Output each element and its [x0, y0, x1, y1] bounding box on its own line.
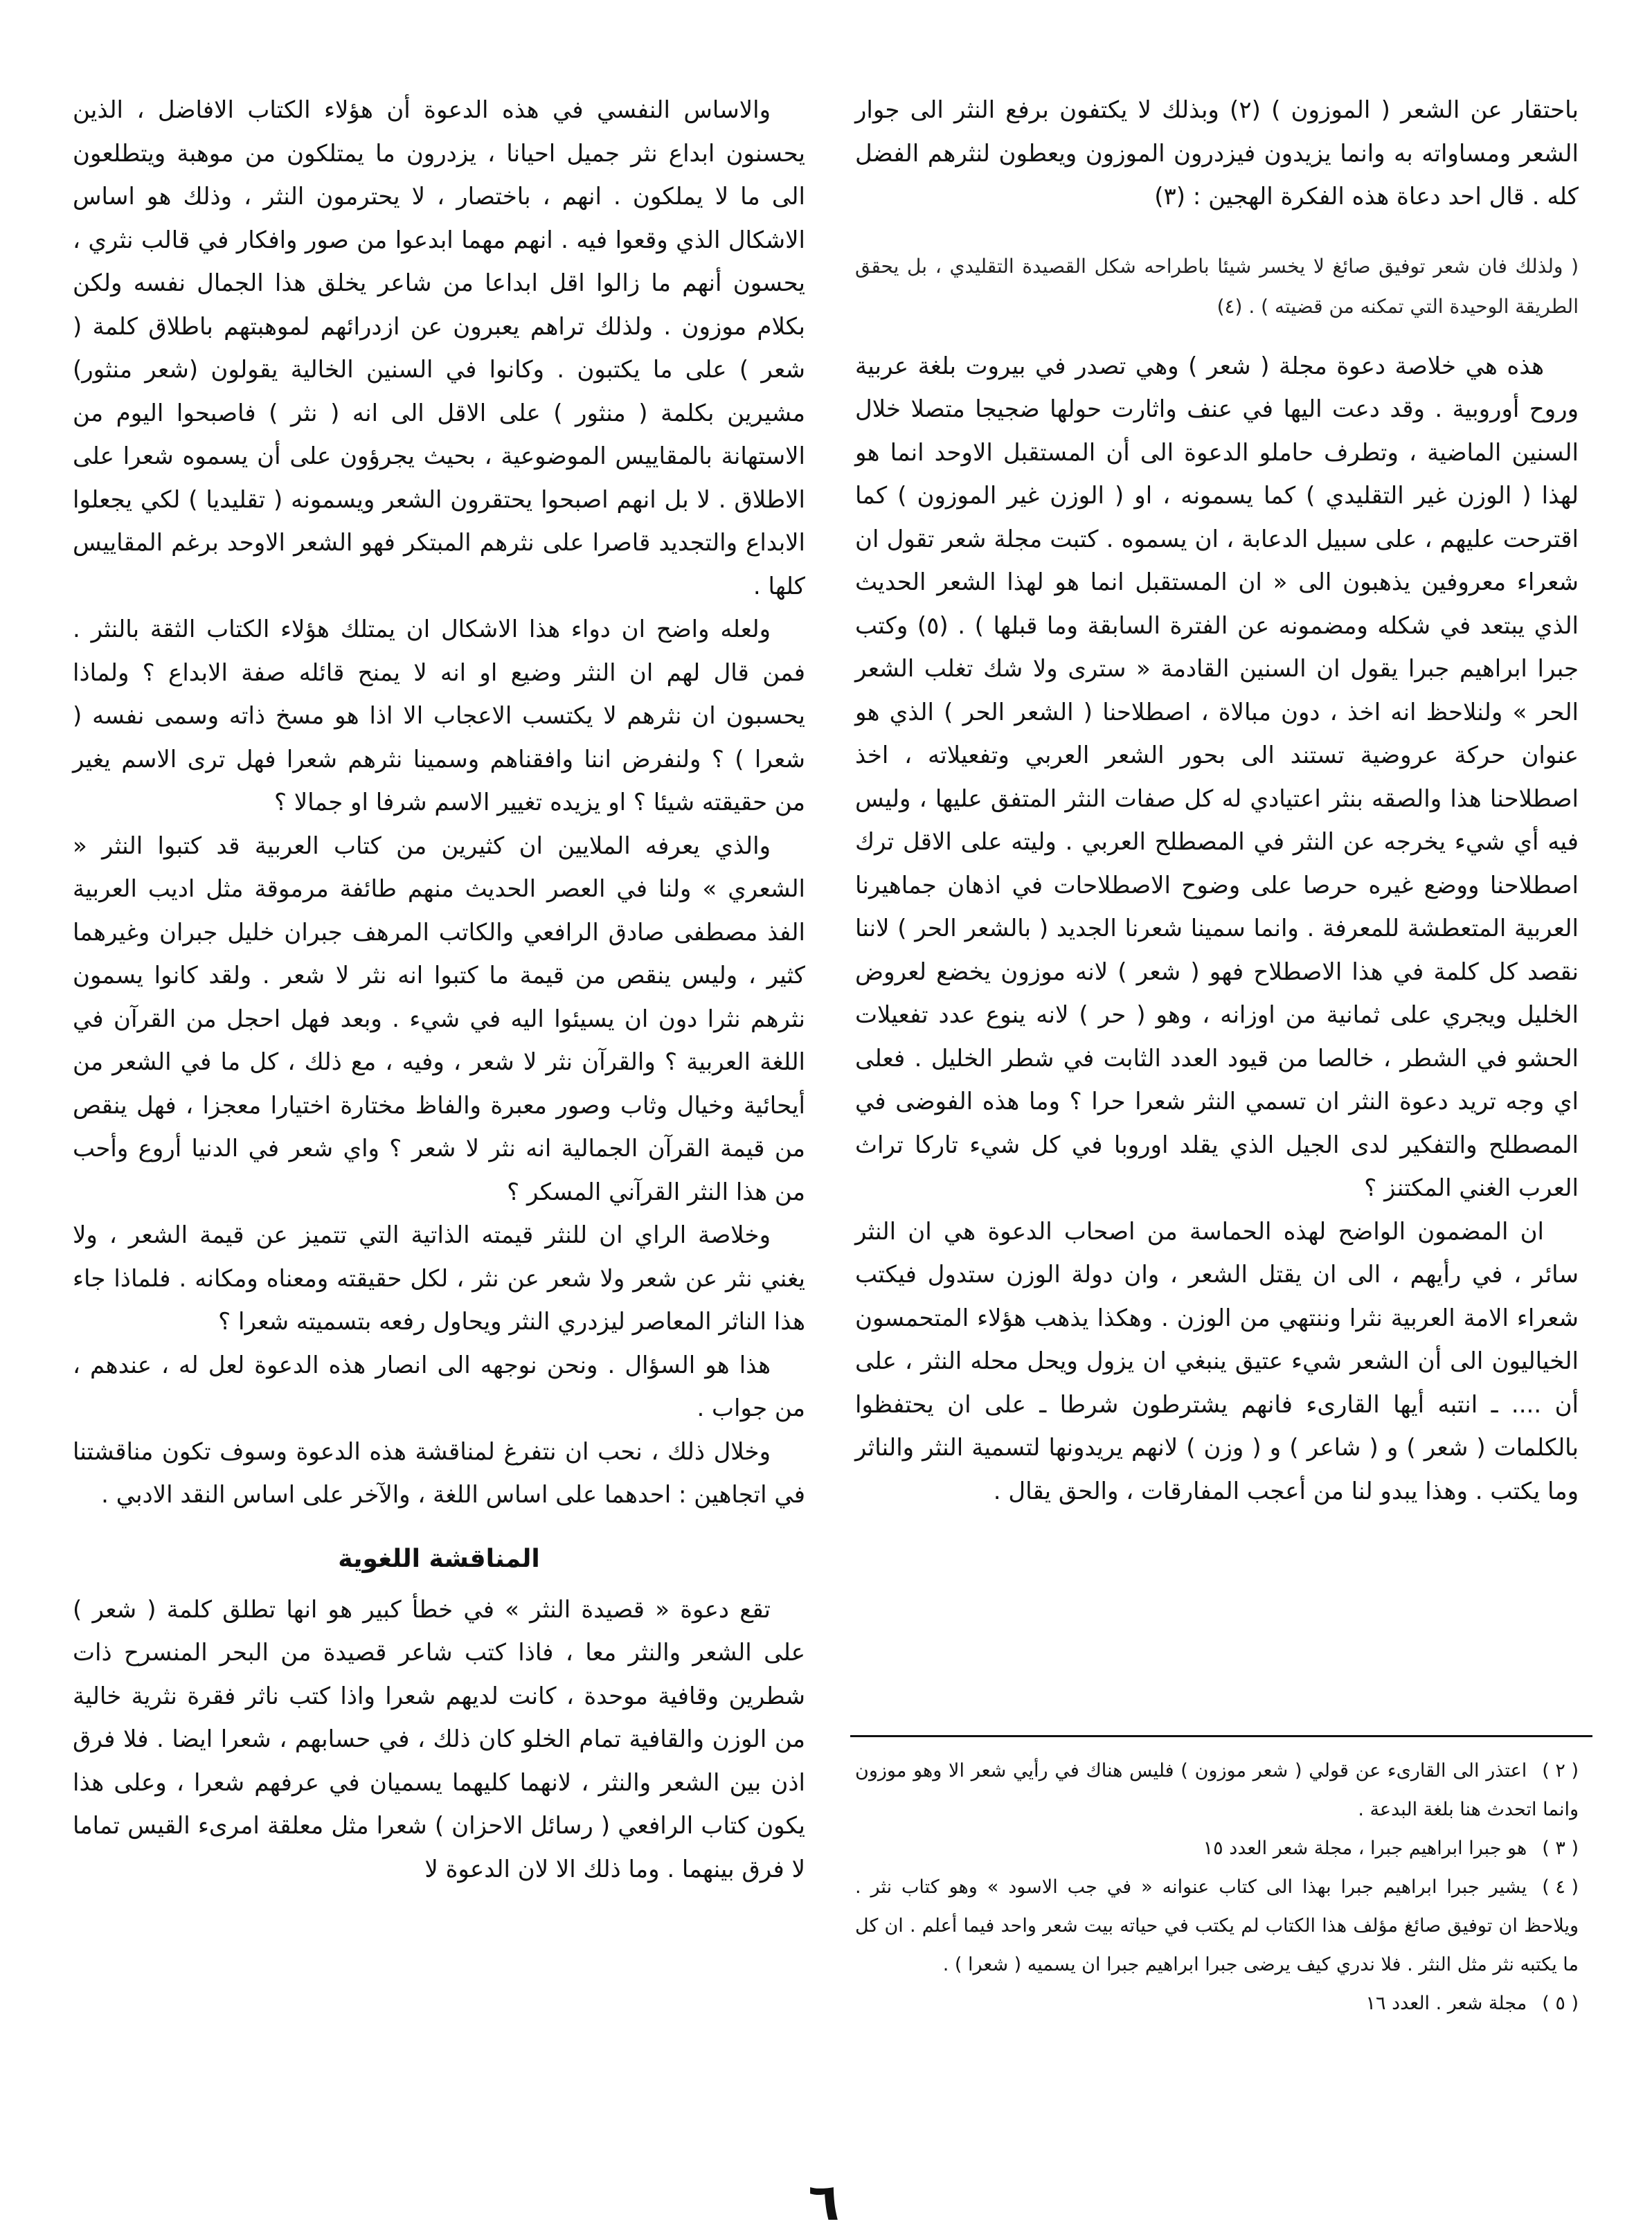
- body-paragraph: هذا هو السؤال . ونحن نوجهه الى انصار هذه الدعوة لعل له ، عندهم ، من جواب .: [73, 1351, 805, 1422]
- body-paragraph: والاساس النفسي في هذه الدعوة أن هؤلاء الكتاب الافاضل ، الذين يحسنون ابداع نثر جميل احيانا ، يزدرون ما يمتلكون من موهبة ويتطلعون الى ما لا يملكون . انهم ، باختصار ، لا يحترمون النثر ، وذلك هو اساس الاشكال الذي وقعوا فيه . انهم مهما ابدعوا من صور وافكار في قالب نثري ، يحسون أنهم ما زالوا اقل ابداعا من شاعر يخلق هذا الجمال نفسه ولكن بكلام موزون . ولذلك تراهم يعبرون عن ازدرائهم لموهبتهم باطلاق كلمة ( شعر ) على ما يكتبون . وكانوا في السنين الخالية يقولون (شعر منثور) مشيرين بكلمة ( منثور ) على الاقل الى انه ( نثر ) فاصبحوا اليوم من الاستهانة بالمقاييس الموضوعية ، بحيث يجرؤون على أن يسموه شعرا على الاطلاق . لا بل انهم اصبحوا يحتقرون الشعر ويسمونه ( تقليديا ) لكي يجعلوا الابداع والتجديد قاصرا على نثرهم المبتكر فهو الشعر الاوحد برغم المقاييس كلها .: [73, 96, 805, 600]
- body-paragraph: وخلال ذلك ، نحب ان نتفرغ لمناقشة هذه الدعوة وسوف تكون مناقشتنا في اتجاهين : احدهما على اساس اللغة ، والآخر على اساس النقد الادبي .: [73, 1437, 805, 1509]
- body-paragraph: تقع دعوة « قصيدة النثر » في خطأ كبير هو انها تطلق كلمة ( شعر ) على الشعر والنثر معا ، فاذا كتب شاعر قصيدة من البحر المنسرح ذات شطرين وقافية موحدة ، كانت لديهم شعرا واذا كتب ناثر فقرة نثرية خالية من الوزن والقافية تمام الخلو كان ذلك ، في حسابهم ، شعرا ايضا . فلا فرق اذن بين الشعر والنثر ، لانهما كليهما يسميان في عرفهم شعرا ، وعلى هذا يكون كتاب الرافعي ( رسائل الاحزان ) شعرا مثل معلقة امرىء القيس تماما لا فرق بينهما . وما ذلك الا لان الدعوة لا: [73, 1595, 805, 1883]
- body-paragraph: ولعله واضح ان دواء هذا الاشكال ان يمتلك هؤلاء الكتاب الثقة بالنثر . فمن قال لهم ان النثر وضيع او انه لا يمنح قائله صفة الابداع ؟ ولماذا يحسبون ان نثرهم لا يكتسب الاعجاب الا اذا هو مسخ ذاته وسمى نفسه ( شعرا ) ؟ ولنفرض اننا وافقناهم وسمينا نثرهم شعرا فهل ترى الاسم يغير من حقيقته شيئا ؟ او يزيده تغيير الاسم شرفا او جمالا ؟: [73, 616, 805, 816]
- page-number: ٦: [808, 2173, 840, 2232]
- footnote-number: ( ٥ ): [1542, 1993, 1579, 2014]
- body-paragraph: والذي يعرفه الملايين ان كثيرين من كتاب العربية قد كتبوا النثر « الشعري » ولنا في العصر الحديث منهم طائفة مرموقة مثل اديب العربية الفذ مصطفى صادق الرافعي والكاتب المرهف جبران خليل جبران وغيرهما كثير ، وليس ينقص من قيمة ما كتبوا انه نثر لا شعر . ولقد كانوا يسمون نثرهم نثرا دون ان يسيئوا اليه في شيء . وبعد فهل احجل من القرآن في اللغة العربية ؟ والقرآن نثر لا شعر ، وفيه ، مع ذلك ، كل ما في الشعر من أيحائية وخيال وثاب وصور معبرة والفاظ مختارة اختيارا معجزا ، فهل ينقص من قيمة القرآن الجمالية انه نثر لا شعر ؟ واي شعر في الدنيا أروع وأحب من هذا النثر القرآني المسكر ؟: [73, 832, 805, 1206]
- footnotes: [855, 1752, 1579, 2023]
- footnote: [855, 1829, 1579, 1868]
- body-paragraph: هذه هي خلاصة دعوة مجلة ( شعر ) وهي تصدر في بيروت بلغة عربية وروح أوروبية . وقد دعت اليها في عنف واثارت حولها ضجيجا متصلا خلال السنين الماضية ، وتطرف حاملو الدعوة الى أن المستقبل الاوحد انما هو لهذا ( الوزن غير التقليدي ) كما يسمونه ، او ( الوزن غير الموزون ) كما اقترحت عليهم ، على سبيل الدعابة ، ان يسموه . كتبت مجلة شعر تقول ان شعراء معروفين يذهبون الى « ان المستقبل انما هو لهذا الشعر الحديث الذي يبتعد في شكله ومضمونه عن الفترة السابقة وما قبلها ) . (٥) وكتب جبرا ابراهيم جبرا يقول ان السنين القادمة « سترى ولا شك تغلب الشعر الحر » ولنلاحظ انه اخذ ، دون مبالاة ، اصطلاحنا ( الشعر الحر ) الذي هو عنوان حركة عروضية تستند الى بحور الشعر العربي وتفعيلاته ، اخذ اصطلاحنا هذا والصقه بنثر اعتيادي له كل صفات النثر المتفق عليها ، وليس فيه أي شيء يخرجه عن النثر في المصطلح العربي . وليته على الاقل ترك اصطلاحنا ووضع غيره حرصا على وضوح الاصطلاحات في اذهان جماهيرنا العربية المتعطشة للمعرفة . وانما سمينا شعرنا الجديد ( بالشعر الحر ) لاننا نقصد كل كلمة في هذا الاصطلاح فهو ( شعر ) لانه موزون يخضع لعروض الخليل ويجري على ثمانية من اوزانه ، وهو ( حر ) لانه ينوع عدد تفعيلات الحشو في الشطر ، خالصا من قيود العدد الثابت في شطر الخليل . فعلى اي وجه تريد دعوة النثر ان تسمي النثر شعرا حرا ؟ وما هذه الفوضى في المصطلح والتفكير لدى الجيل الذي يقلد اوروبا في كل شيء تاركا تراث العرب الغني المكتنز ؟: [855, 352, 1579, 1202]
- body-paragraph: ان المضمون الواضح لهذه الحماسة من اصحاب الدعوة هي ان النثر سائر ، في رأيهم ، الى ان يقتل الشعر ، وان دولة الوزن ستدول فيكتب شعراء الامة العربية نثرا وننتهي من الوزن . وهكذا يذهب هؤلاء المتحمسون الخياليون الى أن الشعر شيء عتيق ينبغي ان يزول ويحل محله النثر ، على أن .... ـ انتبه أيها القارىء فانهم يشترطون شرطا ـ على ان يحتفظوا بالكلمات ( شعر ) و ( شاعر ) و ( وزن ) لانهم يريدونها لتسمية النثر والناثر وما يكتب . وهذا يبدو لنا من أعجب المفارقات ، والحق يقال .: [855, 1217, 1579, 1505]
- footnote-divider: [850, 1735, 1592, 1737]
- section-heading: المناقشة اللغوية: [338, 1544, 540, 1573]
- footnote: [855, 1868, 1579, 1984]
- body-paragraph: باحتقار عن الشعر ( الموزون ) (٢) وبذلك لا يكتفون برفع النثر الى جوار الشعر ومساواته به وانما يزيدون فيزدرون الموزون ويعطون لنثرهم الفضل كله . قال احد دعاة هذه الفكرة الهجين : (٣): [855, 96, 1579, 210]
- footnote: [855, 1984, 1579, 2023]
- footnote-text: اعتذر الى القارىء عن قولي ( شعر موزون ) فليس هناك في رأيي شعر الا وهو موزون وانما اتحدث هنا بلغة البدعة .: [855, 1760, 1579, 1820]
- footnote-text: هو جبرا ابراهيم جبرا ، مجلة شعر العدد ١٥: [1203, 1838, 1527, 1859]
- right-column: [855, 89, 1579, 1513]
- footnote-text: مجلة شعر . العدد ١٦: [1365, 1993, 1527, 2014]
- footnote-number: ( ٤ ): [1542, 1876, 1579, 1898]
- footnote-number: ( ٢ ): [1542, 1760, 1579, 1781]
- left-column: [73, 89, 805, 1891]
- footnote: [855, 1752, 1579, 1829]
- block-quote: ( ولذلك فان شعر توفيق صائغ لا يخسر شيئا باطراحه شكل القصيدة التقليدي ، بل يحقق الطريقة الوحيدة التي تمكنه من قضيته ) . (٤): [855, 254, 1579, 318]
- footnote-text: يشير جبرا ابراهيم جبرا بهذا الى كتاب عنوانه « في جب الاسود » وهو كتاب نثر . ويلاحظ ان توفيق صائغ مؤلف هذا الكتاب لم يكتب في حياته بيت شعر واحد فيما أعلم . ان كل ما يكتبه نثر مثل النثر . فلا ندري كيف يرضى جبرا ابراهيم جبرا ان يسميه ( شعرا ) .: [855, 1876, 1579, 1975]
- body-paragraph: وخلاصة الراي ان للنثر قيمته الذاتية التي تتميز عن قيمة الشعر ، ولا يغني نثر عن شعر ولا شعر عن نثر ، لكل حقيقته ومعناه ومكانه . فلماذا جاء هذا الناثر المعاصر ليزدري النثر ويحاول رفعه بتسميته شعرا ؟: [73, 1221, 805, 1336]
- footnote-number: ( ٣ ): [1542, 1838, 1579, 1859]
